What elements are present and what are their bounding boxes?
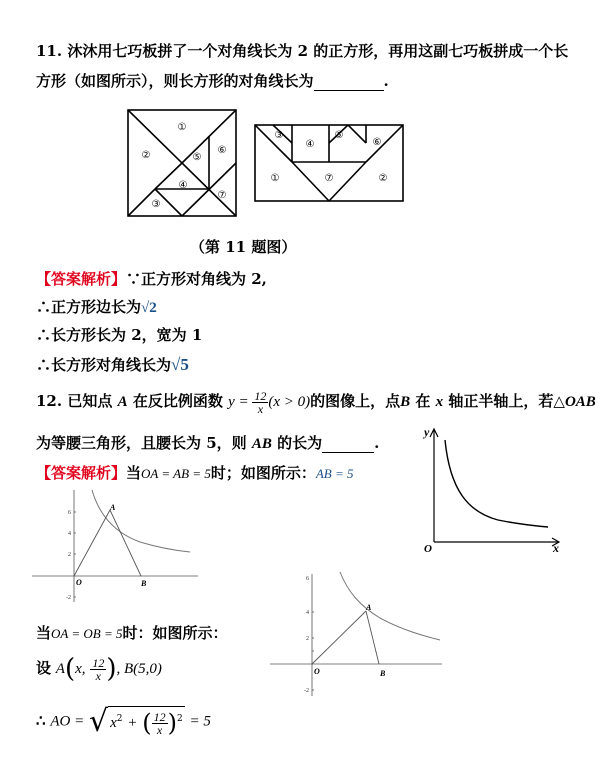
q12-answer-line3 xyxy=(36,654,162,684)
rect-label-5: ⑤ xyxy=(334,130,344,141)
g2-tick-4: 4 xyxy=(306,610,309,616)
tangram-square xyxy=(126,108,238,218)
q12-ans1-b: 时；如图所示： xyxy=(210,464,316,482)
q12-period: . xyxy=(374,434,380,452)
square-label-6: ⑥ xyxy=(217,145,227,156)
sqrt-icon: √ xyxy=(88,704,109,739)
q11-line1 xyxy=(36,40,568,61)
q11-ans2-math: √2 xyxy=(141,300,157,316)
paren-open: ( xyxy=(64,654,76,684)
g1-origin: O xyxy=(76,578,82,587)
func-num: 12 xyxy=(254,389,267,404)
q12-text-c: 的图像上，点 xyxy=(310,392,401,410)
q11-ans1: ∵正方形对角线为 2, xyxy=(126,270,267,288)
g1-point-a: A xyxy=(110,503,116,512)
g1-tick-6: 6 xyxy=(68,510,71,516)
tangram-rectangle xyxy=(253,123,405,203)
coord-graph-1 xyxy=(30,486,200,606)
q12-ans2-b: 时：如图所示： xyxy=(122,624,228,642)
q12-ans3-pre: A xyxy=(55,661,65,677)
q11-answer-line1 xyxy=(36,268,267,289)
g2-tick-2: 2 xyxy=(306,636,309,642)
g1-tick-n2: -2 xyxy=(66,595,71,601)
q12-ans4-lhs: AO = xyxy=(50,713,85,730)
hyperbola-graph-main xyxy=(418,420,568,555)
rect-label-1: ① xyxy=(270,173,280,184)
answer-tag: 【答案解析】 xyxy=(36,270,127,288)
ans4-plus: + xyxy=(127,715,138,731)
q12-answer-line1 xyxy=(36,462,354,483)
rect-label-7: ⑦ xyxy=(324,173,334,184)
ans3-num: 12 xyxy=(92,655,105,670)
main-x-label: x xyxy=(553,541,559,555)
func-fraction xyxy=(252,390,268,415)
q12-ans2-a: 当 xyxy=(36,624,52,642)
q11-ans4-math: √5 xyxy=(171,355,189,374)
func-den: x xyxy=(257,402,264,417)
q12-triangle: OAB xyxy=(564,394,596,410)
g1-point-b: B xyxy=(141,579,147,588)
g2-tick-6: 6 xyxy=(306,576,309,582)
q12-ans3-x: x, xyxy=(75,661,86,677)
sqrt-radicand: $x^2$ + ( $\frac{12}{x}$ )$^2$ xyxy=(108,706,185,737)
q12-text-d: 在 xyxy=(415,392,431,410)
q12-answer-line2 xyxy=(36,622,228,643)
rect-label-6: ⑥ xyxy=(372,137,382,148)
q12-point-b: B xyxy=(400,394,411,410)
square-label-5: ⑤ xyxy=(192,152,202,163)
q11-answer-line3: ∴长方形长为 2，宽为 1 xyxy=(36,326,203,344)
answer-tag-2: 【答案解析】 xyxy=(36,464,127,482)
square-label-3: ③ xyxy=(151,199,161,210)
q11-period: . xyxy=(383,72,389,90)
q12-answer-blank[interactable] xyxy=(322,434,374,453)
q12-ans2-math: OA = OB = 5 xyxy=(51,626,123,641)
q12-text-a: 已知点 xyxy=(67,392,113,410)
g1-tick-4: 4 xyxy=(68,531,71,537)
func-cond: (x > 0) xyxy=(268,394,311,410)
q11-text2: 方形（如图所示），则长方形的对角线长为 xyxy=(36,72,314,90)
g2-point-b: B xyxy=(380,669,386,678)
q11-answer-line2 xyxy=(36,296,157,317)
square-label-7: ⑦ xyxy=(217,190,227,201)
g2-point-a: A xyxy=(366,603,372,612)
square-label-4: ④ xyxy=(178,180,188,191)
q12-line2 xyxy=(36,432,379,453)
func-y: y = xyxy=(228,394,249,410)
ans4-fraction xyxy=(152,711,168,736)
q12-line1 xyxy=(36,390,596,415)
ans4-x: x xyxy=(110,715,117,731)
ans4-num: 12 xyxy=(153,709,166,724)
q12-axis-x: x xyxy=(435,394,444,410)
rect-label-3: ③ xyxy=(274,130,284,141)
q12-ans3-fraction xyxy=(90,657,106,682)
q12-ab: AB xyxy=(251,436,272,452)
q12-point-a: A xyxy=(117,394,128,410)
q12-ans1-result: AB = 5 xyxy=(315,466,354,481)
q12-text-b: 在反比例函数 xyxy=(132,392,223,410)
coord-graph-2 xyxy=(268,570,444,700)
q11-answer-line4 xyxy=(36,354,189,375)
rect-label-4: ④ xyxy=(305,139,315,150)
q11-caption: （第 11 题图） xyxy=(190,238,297,256)
square-label-1: ① xyxy=(177,122,187,133)
q12-text-2a: 为等腰三角形，且腰长为 5，则 xyxy=(36,434,247,452)
q12-ans4-a: ∴ xyxy=(36,711,46,730)
paren-open-2: ( xyxy=(142,709,152,737)
q12-ans4-rhs: = 5 xyxy=(189,713,211,730)
paren-close: ) xyxy=(106,654,117,684)
q11-ans2: ∴正方形边长为 xyxy=(36,298,142,316)
square-label-2: ② xyxy=(141,150,151,161)
q12-number: 12. xyxy=(36,392,63,410)
g2-origin: O xyxy=(314,667,320,676)
main-origin: O xyxy=(424,543,432,555)
q12-function xyxy=(228,389,311,417)
q12-ans3-b: , B(5,0) xyxy=(116,661,162,677)
q12-ans3-a: 设 xyxy=(36,659,52,677)
paren-close-2: ) xyxy=(167,709,177,737)
ans4-den: x xyxy=(156,722,163,737)
q11-answer-blank[interactable] xyxy=(314,72,384,91)
q11-text1: 沐沐用七巧板拼了一个对角线长为 2 的正方形，再用这副七巧板拼成一个长 xyxy=(67,42,569,60)
q11-number: 11. xyxy=(36,42,63,60)
main-y-label: y xyxy=(424,425,430,439)
g2-tick-n2: -2 xyxy=(304,688,309,694)
q12-ans1-math: OA = AB = 5 xyxy=(141,466,211,481)
ans3-den: x xyxy=(95,668,101,683)
q12-text-e: 轴正半轴上，若△ xyxy=(448,392,565,410)
g1-tick-2: 2 xyxy=(68,552,71,558)
q11-line2 xyxy=(36,70,389,91)
q12-answer-line4 xyxy=(36,704,211,739)
rect-label-2: ② xyxy=(378,173,388,184)
q12-ans1-a: 当 xyxy=(126,464,142,482)
q11-ans4: ∴长方形对角线长为 xyxy=(36,356,172,374)
q12-text-2b: 的长为 xyxy=(277,434,323,452)
